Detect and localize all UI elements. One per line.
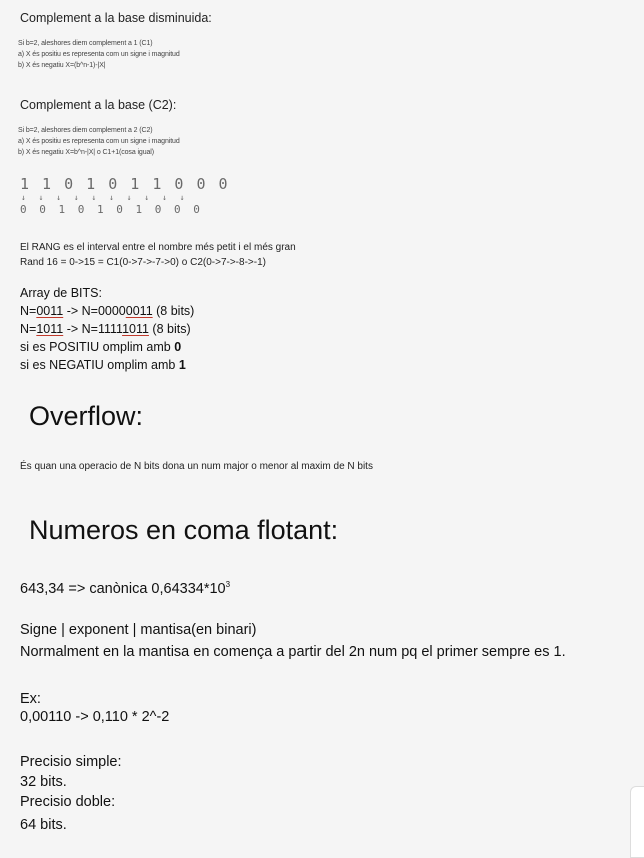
c1-heading: Complement a la base disminuida:: [20, 11, 212, 25]
hw-row-3: 0 0 1 0 1 0 1 0 0 0: [20, 203, 203, 216]
precision-double-label: Precisio doble:: [20, 794, 116, 810]
hw-row-2: ↓ ↓ ↓ ↓ ↓ ↓ ↓ ↓ ↓ ↓: [21, 193, 189, 202]
c2-line-2: a) X és positiu es representa com un signe i magnitud: [18, 138, 180, 145]
bits-line-2-e: (8 bits): [148, 322, 191, 336]
corner-panel: [630, 786, 644, 858]
c1-line-1: Si b=2, aleshores diem complement a 1 (C1): [18, 40, 153, 47]
rang-line-2: Rand 16 = 0->15 = C1(0->7->-7->0) o C2(0->7->-8->-1): [20, 257, 266, 268]
float-canonical: [20, 576, 230, 598]
c1-line-3: b) X és negatiu X=(b^n-1)-|X|: [18, 62, 106, 69]
c1-line-2: a) X és positiu es representa com un signe i magnitud: [18, 51, 180, 58]
float-canonical-text: 643,34 => canònica 0,64334*10: [20, 580, 226, 597]
precision-simple-value: 32 bits.: [20, 774, 67, 790]
bits-line-2-d: 1011: [122, 322, 149, 336]
overflow-text: És quan una operacio de N bits dona un num major o menor al maxim de N bits: [20, 461, 373, 472]
float-example-value: 0,00110 -> 0,110 * 2^-2: [20, 709, 170, 725]
c2-heading: Complement a la base (C2):: [20, 98, 177, 112]
bits-line-4-a: si es NEGATIU omplim amb: [20, 358, 179, 372]
bits-line-3: [20, 338, 181, 356]
float-example-label: Ex:: [20, 691, 41, 707]
bits-line-1-a: N=: [20, 304, 37, 318]
bits-line-1-e: (8 bits): [152, 304, 195, 318]
float-note: Normalment en la mantisa en comença a partir del 2n num pq el primer sempre es 1.: [20, 644, 566, 660]
bits-line-1-c: -> N=0000: [63, 304, 126, 318]
rang-line-1: El RANG es el interval entre el nombre més petit i el més gran: [20, 242, 296, 253]
overflow-heading: Overflow:: [29, 401, 144, 431]
bits-line-3-b: 0: [174, 340, 182, 354]
bits-line-2: [20, 320, 191, 338]
float-canonical-exponent: 3: [225, 580, 231, 589]
bits-line-1-b: 0011: [36, 304, 64, 318]
hw-row-1: 1 1 0 1 0 1 1 0 0 0: [20, 175, 230, 193]
bits-line-2-a: N=: [20, 322, 37, 336]
float-heading: Numeros en coma flotant:: [29, 515, 339, 545]
bits-line-4-b: 1: [178, 358, 186, 372]
c2-line-3: b) X és negatiu X=b^n-|X| o C1+1(cosa igual): [18, 149, 154, 156]
bits-line-4: [20, 356, 186, 374]
float-fields: Signe | exponent | mantisa(en binari): [20, 622, 257, 638]
c2-line-1: Si b=2, aleshores diem complement a 2 (C2): [18, 127, 153, 134]
precision-simple-label: Precisio simple:: [20, 754, 122, 770]
precision-double-value: 64 bits.: [20, 817, 67, 833]
bits-line-3-a: si es POSITIU omplim amb: [20, 340, 175, 354]
bits-line-2-c: -> N=1111: [63, 322, 123, 336]
bits-line-1-d: 0011: [125, 304, 153, 318]
bits-line-1: [20, 302, 194, 320]
bits-title: Array de BITS:: [20, 286, 102, 300]
bits-line-2-b: 1011: [36, 322, 64, 336]
